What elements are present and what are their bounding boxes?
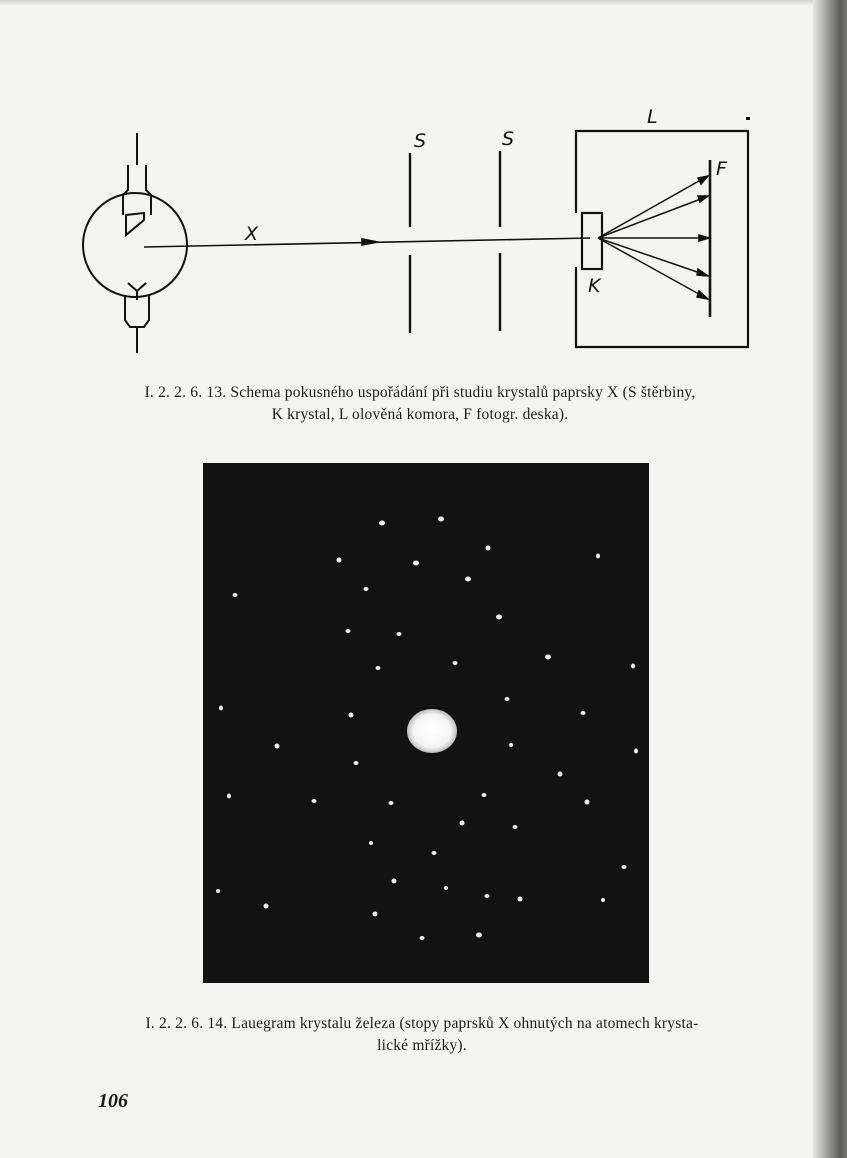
slit-1-label: S [414, 130, 427, 152]
chamber-label: L [647, 106, 658, 128]
diffracted-rays [598, 176, 709, 299]
page-edge-shadow [813, 0, 847, 1158]
top-edge-shadow [0, 0, 847, 6]
figure-1-caption [70, 382, 770, 426]
edge-mark [746, 117, 750, 120]
x-ray-tube [83, 133, 187, 353]
page-number: 106 [98, 1090, 128, 1112]
x-ray-beam [144, 238, 590, 247]
figure-2-caption-line-2: lické mřížky). [377, 1037, 467, 1054]
central-beam-spot [407, 709, 457, 753]
figure-2-caption [72, 1013, 772, 1057]
crystal-label: K [588, 275, 601, 297]
figure-1-caption-line-1: I. 2. 2. 6. 13. Schema pokusného uspořádání při studiu krystalů paprsky X (S štěrbiny, [144, 384, 696, 401]
crystal [582, 213, 602, 269]
experiment-schematic [70, 95, 770, 365]
figure-1-caption-line-2: K krystal, L olověná komora, F fotogr. deska). [271, 406, 569, 423]
slit-2-label: S [502, 128, 515, 150]
x-ray-label: X [245, 223, 259, 245]
plate-label: F [716, 158, 727, 180]
laue-pattern-photo [203, 463, 649, 983]
figure-2-caption-line-1: I. 2. 2. 6. 14. Lauegram krystalu železa (stopy paprsků X ohnutých na atomech krysta- [145, 1015, 699, 1032]
